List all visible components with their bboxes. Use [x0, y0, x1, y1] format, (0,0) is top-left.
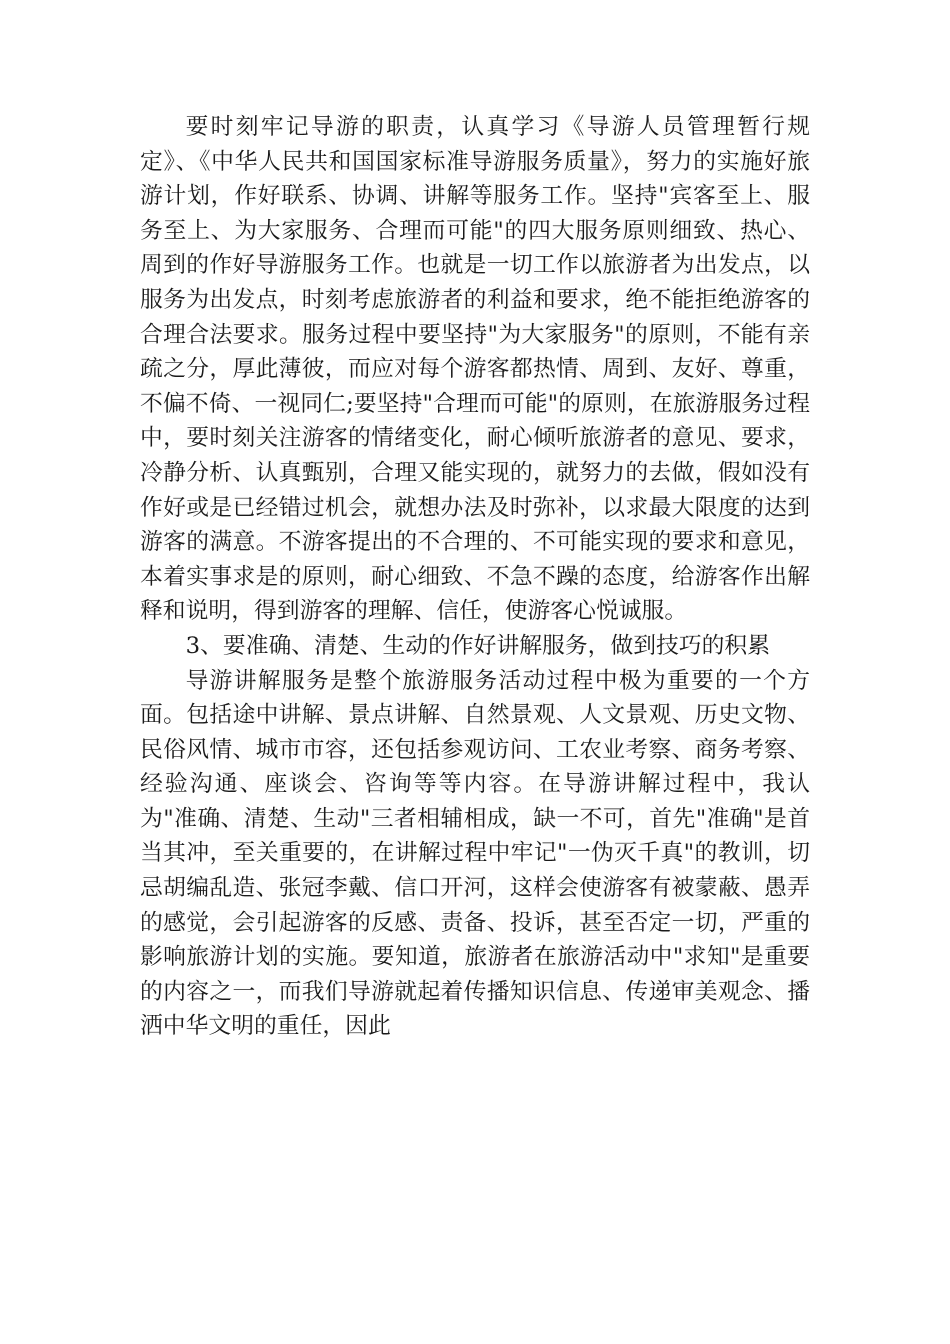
paragraph-service-principles: 要时刻牢记导游的职责，认真学习《导游人员管理暂行规定》、《中华人民共和国国家标准导游服务质量》，努力的实施好旅游计划，作好联系、协调、讲解等服务工作。坚持"宾客至上、服务至上、为大家服务、合理而可能"的四大服务原则细致、热心、周到的作好导游服务工作。也就是一切工作以旅游者为出发点，以服务为出发点，时刻考虑旅游者的利益和要求，绝不能拒绝游客的合理合法要求。服务过程中要坚持"为大家服务"的原则，不能有亲疏之分，厚此薄彼，而应对每个游客都热情、周到、友好、尊重，不偏不倚、一视同仁;要坚持"合理而可能"的原则，在旅游服务过程中，要时刻关注游客的情绪变化，耐心倾听旅游者的意见、要求，冷静分析、认真甄别，合理又能实现的，就努力的去做，假如没有作好或是已经错过机会，就想办法及时弥补，以求最大限度的达到游客的满意。不游客提出的不合理的、不可能实现的要求和意见，本着实事求是的原则，耐心细致、不急不躁的态度，给游客作出解释和说明，得到游客的理解、信任，使游客心悦诚服。 — [140, 114, 810, 625]
section-heading-3: 3、要准确、清楚、生动的作好讲解服务，做到技巧的积累 — [185, 632, 771, 659]
paragraph-guide-explanation: 导游讲解服务是整个旅游服务活动过程中极为重要的一个方面。包括途中讲解、景点讲解、自然景观、人文景观、历史文物、民俗风情、城市市容，还包括参观访问、工农业考察、商务考察、经验沟通、座谈会、咨询等等内容。在导游讲解过程中，我认为"准确、清楚、生动"三者相辅相成，缺一不可，首先"准确"是首当其冲，至关重要的，在讲解过程中牢记"一伪灭千真"的教训，切忌胡编乱造、张冠李戴、信口开河，这样会使游客有被蒙蔽、愚弄的感觉，会引起游客的反感、责备、投诉，甚至否定一切，严重的影响旅游计划的实施。要知道，旅游者在旅游活动中"求知"是重要的内容之一，而我们导游就起着传播知识信息、传递审美观念、播洒中华文明的重任，因此 — [140, 667, 810, 1040]
document-page — [140, 110, 810, 1044]
